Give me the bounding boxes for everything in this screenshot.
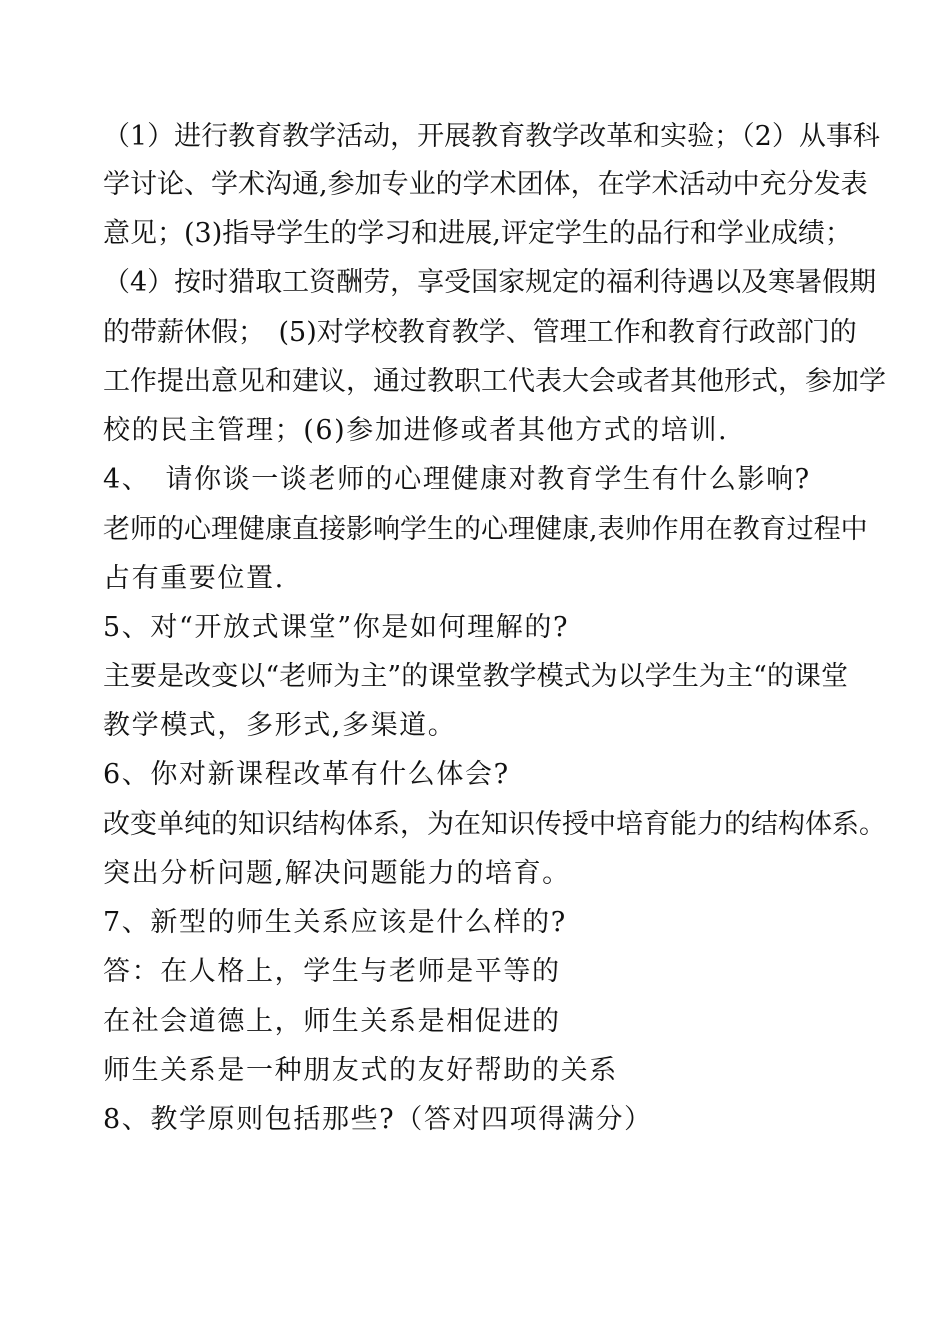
text-line: （4）按时猎取工资酬劳，享受国家规定的福利待遇以及寒暑假期 xyxy=(103,267,877,298)
answer-text: 突出分析问题,解决问题能力的培育。 xyxy=(103,858,571,889)
answer-text: 主要是改变以“老师为主”的课堂教学模式为以学生为主“的课堂 xyxy=(103,661,848,692)
answer-text: 占有重要位置. xyxy=(103,563,285,594)
text-line: 的带薪休假； (5)对学校教育教学、管理工作和教育行政部门的 xyxy=(103,317,857,348)
text-line: 工作提出意见和建议，通过教职工代表大会或者其他形式，参加学 xyxy=(103,366,886,397)
question-heading: 6、你对新课程改革有什么体会? xyxy=(103,759,510,790)
answer-text: 教学模式，多形式,多渠道。 xyxy=(103,710,457,741)
text-line: 校的民主管理；(6)参加进修或者其他方式的培训. xyxy=(103,415,729,446)
question-heading: 5、对“开放式课堂”你是如何理解的? xyxy=(103,612,570,643)
text-line: （1）进行教育教学活动，开展教育教学改革和实验；（2）从事科 xyxy=(103,121,880,152)
question-heading: 4、 请你谈一谈老师的心理健康对教育学生有什么影响? xyxy=(103,464,811,495)
question-heading: 7、新型的师生关系应该是什么样的? xyxy=(103,907,567,938)
answer-text: 在社会道德上，师生关系是相促进的 xyxy=(103,1006,561,1037)
answer-text: 老师的心理健康直接影响学生的心理健康,表帅作用在教育过程中 xyxy=(103,514,868,545)
text-line: 学讨论、学术沟通,参加专业的学术团体，在学术活动中充分发表 xyxy=(103,169,868,200)
answer-text: 答：在人格上，学生与老师是平等的 xyxy=(103,956,561,987)
question-heading: 8、教学原则包括那些?（答对四项得满分） xyxy=(103,1104,653,1135)
text-line: 意见；(3)指导学生的学习和进展,评定学生的品行和学业成绩； xyxy=(103,218,852,249)
answer-text: 改变单纯的知识结构体系，为在知识传授中培育能力的结构体系。 xyxy=(103,809,886,840)
answer-text: 师生关系是一种朋友式的友好帮助的关系 xyxy=(103,1055,618,1086)
